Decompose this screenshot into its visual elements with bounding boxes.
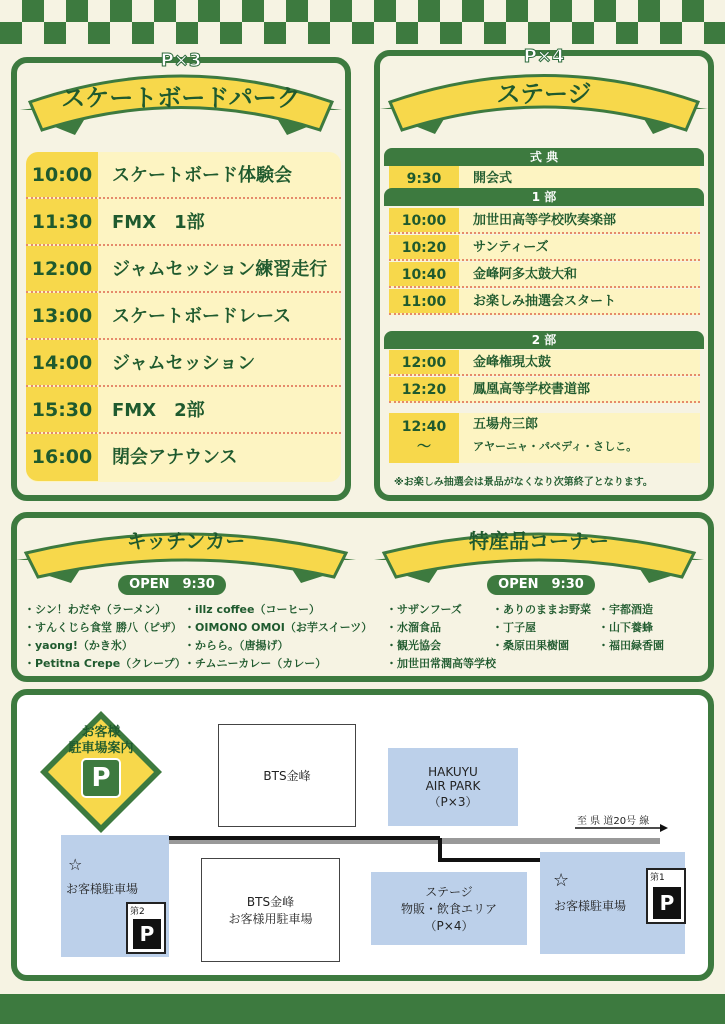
skate-time: 15:30 — [26, 387, 98, 432]
stage-event: 五場舟三郎 — [473, 417, 539, 432]
stage-event: 開会式 — [473, 171, 513, 186]
stage-row — [389, 289, 700, 315]
stage-event: お楽しみ抽選会スタート — [473, 294, 617, 309]
map-stage-area-line1: ステージ — [425, 885, 473, 899]
parking-guide-sign — [36, 707, 166, 837]
skate-event: FMX 2部 — [112, 400, 205, 421]
skate-time: 14:00 — [26, 340, 98, 385]
parking-p-icon: P — [133, 919, 161, 949]
map-hakuyu-line2: AIR PARK — [425, 778, 481, 793]
stage-event-sub: アヤーニャ・パペディ・さしこ。 — [473, 440, 638, 453]
vendor-name: 桑原田果樹園 — [503, 639, 569, 652]
bullet-icon: ・ — [492, 603, 503, 616]
bullet-icon: ・ — [492, 621, 503, 634]
skate-time: 16:00 — [26, 434, 98, 481]
parking-guide-line1: お客様 — [81, 725, 121, 740]
skate-time: 10:00 — [26, 152, 98, 197]
kitchen-title: キッチンカー — [126, 529, 246, 553]
bullet-icon: ・ — [386, 621, 397, 634]
tokusan-vendor — [598, 601, 653, 617]
vendor-name: 福田緑香園 — [609, 639, 664, 652]
stage-title: ステージ — [496, 80, 592, 108]
skate-schedule-row — [26, 387, 341, 434]
stage-last-tilde: ～ — [417, 439, 431, 455]
stage-banner — [380, 44, 708, 144]
skate-event: ジャムセッション — [112, 353, 256, 374]
vendor-name: 宇都酒造 — [609, 603, 653, 616]
tokusan-vendor — [598, 619, 653, 635]
tokusan-vendor — [386, 601, 462, 617]
stage-section-ceremony: 式 典 — [384, 148, 704, 166]
vendor-name: OIMONO OMOI（お芋スイーツ） — [195, 621, 373, 634]
stage-event: 加世田高等学校吹奏楽部 — [473, 213, 617, 228]
bullet-icon: ・ — [386, 639, 397, 652]
kitchen-vendor — [184, 601, 320, 617]
tokusan-vendor — [386, 655, 496, 671]
stage-section-2: 2 部 — [384, 331, 704, 349]
bullet-icon: ・ — [184, 603, 195, 616]
stage-row-last — [389, 413, 700, 463]
skate-event: FMX 1部 — [112, 212, 205, 233]
stage-time: 12:00 — [389, 350, 459, 374]
skate-schedule-row — [26, 340, 341, 387]
map-bts-parking — [201, 858, 340, 962]
vendor-name: シン！わだや（ラーメン） — [35, 603, 167, 616]
bullet-icon: ・ — [24, 621, 35, 634]
star-icon: ☆ — [68, 855, 83, 874]
vendor-name: からら。（唐揚げ） — [195, 639, 289, 652]
skatepark-banner — [20, 50, 342, 145]
vendor-name: Petitna Crepe（クレープ） — [35, 657, 186, 670]
tokusan-vendor — [598, 637, 664, 653]
map-hakuyu — [388, 748, 518, 826]
stage-event: 金峰権現太鼓 — [473, 355, 552, 370]
kitchen-vendor — [24, 601, 166, 617]
parking-guide-line2: 駐車場案内 — [68, 741, 134, 756]
vendor-name: 加世田常潤高等学校 — [397, 657, 496, 670]
stage-time: 12:20 — [389, 377, 459, 401]
skate-schedule-row — [26, 246, 341, 293]
skate-schedule-row — [26, 152, 341, 199]
kitchen-vendor — [184, 637, 289, 653]
map-parking-right-label: お客様駐車場 — [554, 899, 627, 913]
bullet-icon: ・ — [24, 603, 35, 616]
parking-sign-2 — [126, 902, 166, 954]
tokusan-vendor — [492, 619, 536, 635]
skate-time: 12:00 — [26, 246, 98, 291]
map-parking-left-label: お客様駐車場 — [66, 882, 139, 896]
parking-p-icon: P — [653, 887, 681, 919]
parking-number: 第2 — [130, 907, 145, 917]
map-stage-area — [371, 872, 527, 945]
vendor-name: すんくじら食堂 勝八（ピザ） — [35, 621, 182, 634]
skate-schedule-row — [26, 293, 341, 340]
kitchen-vendor — [184, 655, 326, 671]
stage-row — [389, 208, 700, 234]
bullet-icon: ・ — [598, 603, 609, 616]
bullet-icon: ・ — [184, 621, 195, 634]
stage-time — [389, 413, 459, 463]
map-hakuyu-line3: （P×3） — [428, 794, 478, 809]
stage-row — [389, 377, 700, 403]
vendor-name: 山下養蜂 — [609, 621, 653, 634]
kitchen-vendor — [24, 619, 182, 635]
vendor-name: yaong!（かき氷） — [35, 639, 133, 652]
skate-event: スケートボードレース — [112, 306, 292, 327]
skate-event: ジャムセッション練習走行 — [112, 259, 328, 280]
stage-banner-pre: P×4 — [523, 46, 565, 67]
parking-sign-1 — [646, 868, 686, 924]
tokusan-title: 特産品コーナー — [469, 529, 609, 553]
vendor-name: ありのままお野菜 — [503, 603, 591, 616]
skate-event: 閉会アナウンス — [112, 447, 238, 468]
stage-time: 10:00 — [389, 208, 459, 232]
vendor-name: illz coffee（コーヒー） — [195, 603, 321, 616]
vendor-name: 観光協会 — [397, 639, 441, 652]
kitchen-open-badge: OPEN 9:30 — [118, 575, 226, 595]
skate-schedule-row — [26, 199, 341, 246]
kitchen-vendor — [24, 655, 186, 671]
stage-event: 金峰阿多太鼓大和 — [473, 267, 578, 282]
tokusan-vendor — [386, 619, 441, 635]
bullet-icon: ・ — [492, 639, 503, 652]
kitchen-vendor — [24, 637, 133, 653]
bullet-icon: ・ — [386, 657, 397, 670]
stage-row — [389, 350, 700, 376]
kitchen-vendor — [184, 619, 372, 635]
bullet-icon: ・ — [184, 639, 195, 652]
parking-number: 第1 — [650, 873, 665, 883]
stage-section-1: 1 部 — [384, 188, 704, 206]
stage-note: ※お楽しみ抽選会は景品がなくなり次第終了となります。 — [394, 477, 653, 488]
map-hakuyu-line1: HAKUYU — [428, 764, 478, 779]
road-label: 至 県 道20号 線 — [577, 816, 650, 827]
vendor-name: 水溜食品 — [397, 621, 441, 634]
stage-time: 10:40 — [389, 262, 459, 286]
bullet-icon: ・ — [386, 603, 397, 616]
stage-time: 9:30 — [389, 166, 459, 190]
bullet-icon: ・ — [24, 639, 35, 652]
star-icon: ☆ — [553, 870, 570, 891]
skatepark-title: スケートボードパーク — [61, 84, 301, 112]
bullet-icon: ・ — [184, 657, 195, 670]
tokusan-open-badge: OPEN 9:30 — [487, 575, 595, 595]
map-stage-area-line2: 物販・飲食エリア — [400, 902, 497, 916]
vendor-name: サザンフーズ — [397, 603, 462, 616]
stage-event: サンティーズ — [473, 240, 549, 255]
skate-schedule-row — [26, 434, 341, 481]
skatepark-banner-pre: P×3 — [160, 50, 202, 71]
footer-bar — [0, 994, 725, 1024]
map-bts — [218, 724, 356, 827]
map-stage-area-line3: （P×4） — [424, 919, 474, 933]
stage-time: 10:20 — [389, 235, 459, 259]
bullet-icon: ・ — [24, 657, 35, 670]
map-bts-parking-line1: BTS金峰 — [246, 895, 295, 909]
skate-time: 13:00 — [26, 293, 98, 338]
checker-header — [0, 0, 725, 44]
stage-time: 11:00 — [389, 289, 459, 313]
stage-row — [389, 235, 700, 261]
bullet-icon: ・ — [598, 621, 609, 634]
stage-last-time: 12:40 — [401, 419, 447, 435]
tokusan-vendor — [492, 637, 569, 653]
stage-event: 鳳凰高等学校書道部 — [473, 382, 591, 397]
tokusan-vendor — [492, 601, 591, 617]
map-bts-label: BTS金峰 — [263, 769, 311, 783]
skate-event: スケートボード体験会 — [112, 165, 292, 186]
stage-row — [389, 262, 700, 288]
bullet-icon: ・ — [598, 639, 609, 652]
parking-guide-p: P — [91, 763, 111, 793]
tokusan-vendor — [386, 637, 441, 653]
vendor-name: 丁子屋 — [503, 621, 536, 634]
vendor-name: チムニーカレー（カレー） — [195, 657, 327, 670]
map-bts-parking-line2: お客様用駐車場 — [228, 912, 313, 926]
skate-time: 11:30 — [26, 199, 98, 244]
